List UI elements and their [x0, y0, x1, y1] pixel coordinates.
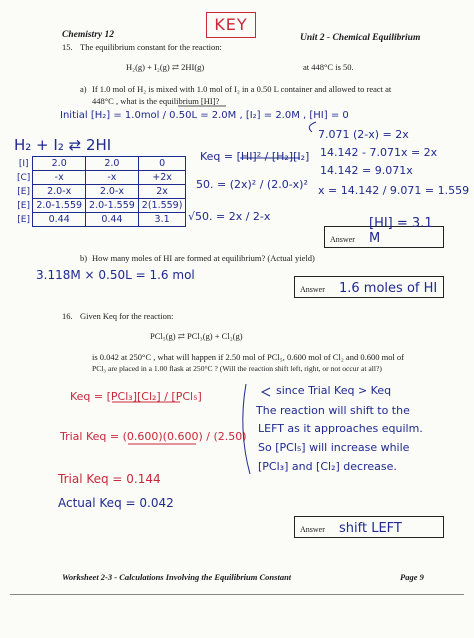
footer-worksheet: Worksheet 2-3 - Calculations Involving the Equilibrium Constant	[62, 572, 292, 582]
ice-cell-i2: 0.44	[86, 213, 139, 227]
footer-rule	[10, 594, 464, 595]
ice-cell-h2: 0.44	[33, 213, 86, 227]
q15b-label: b)	[80, 253, 88, 263]
q15a-keq-expression: Keq = [HI]² / [H₂][I₂]	[200, 150, 310, 163]
ice-row-label: [E]	[17, 200, 31, 211]
q15a-reaction-work: H₂ + I₂ ⇄ 2HI	[14, 136, 112, 154]
q16-trial-keq: Trial Keq = (0.600)(0.600) / (2.50)	[60, 430, 247, 443]
q16-actual-keq: Actual Keq = 0.042	[58, 496, 174, 510]
q15a-solve-2: 14.142 - 7.071x = 2x	[320, 146, 438, 159]
ice-row-label: [C]	[17, 172, 31, 183]
q16-answer-value: shift LEFT	[339, 521, 402, 536]
q15a-initial-work: Initial [H₂] = 1.0mol / 0.50L = 2.0M , [I₂] = 2.0M , [HI] = 0	[60, 110, 349, 121]
reason-bracket	[243, 384, 250, 474]
q15-conditions: at 448°C is 50.	[303, 62, 354, 72]
ice-cell-hi: 0	[138, 157, 186, 171]
q16-prompt: Given Keq for the reaction:	[80, 311, 174, 321]
key-label: KEY	[206, 12, 256, 38]
q15a-solve-3: 14.142 = 9.071x	[320, 164, 413, 177]
q15-reaction: H₂(g) + I₂(g) ⇄ 2HI(g)	[126, 62, 205, 72]
q16-reason-5: [PCl₃] and [Cl₂] decrease.	[258, 460, 397, 473]
q15a-solve-1: 7.071 (2-x) = 2x	[318, 128, 409, 141]
q15-number: 15.	[62, 42, 73, 52]
ice-cell-i2: -x	[86, 171, 139, 185]
q16-reason-3: LEFT as it approaches equilm.	[258, 422, 423, 435]
ice-cell-h2: -x	[33, 171, 86, 185]
q15b-answer-value: 1.6 moles of HI	[339, 281, 438, 296]
course-title: Chemistry 12	[62, 30, 114, 40]
q16-number: 16.	[62, 311, 73, 321]
ice-cell-hi: 2x	[138, 185, 186, 199]
ice-cell-i2: 2.0-1.559	[86, 199, 139, 213]
q16-reason-1: since Trial Keq > Keq	[276, 384, 392, 397]
unit-title: Unit 2 - Chemical Equilibrium	[300, 33, 421, 43]
ice-cell-h2: 2.0-1.559	[33, 199, 86, 213]
q16-reaction: PCl₅(g) ⇄ PCl₃(g) + Cl₂(g)	[150, 331, 243, 341]
ice-cell-hi: 3.1	[138, 213, 186, 227]
ice-cell-h2: 2.0	[33, 157, 86, 171]
q15a-label: a)	[80, 84, 87, 94]
reason-arrow	[262, 388, 270, 396]
q16-text-2: PCl₃ are placed in a 1.00 flask at 250°C ? (Will the reaction shift left, right, or not occur at all?)	[92, 364, 382, 373]
q15a-text-2: 448°C , what is the equilibrium [HI]?	[92, 96, 220, 106]
arrow-mark	[309, 122, 316, 132]
footer-page: Page 9	[400, 572, 424, 582]
ice-row-label: [E]	[17, 214, 31, 225]
q15a-answer-value: [HI] = 3.1 M	[369, 216, 433, 246]
q15a-solve-4: x = 14.142 / 9.071 = 1.559	[318, 184, 470, 197]
ice-cell-hi: +2x	[138, 171, 186, 185]
ice-cell-i2: 2.0-x	[86, 185, 139, 199]
q15b-work: 3.118M × 0.50L = 1.6 mol	[36, 268, 195, 282]
q16-keq-expression: Keq = [PCl₃][Cl₂] / [PCl₅]	[70, 390, 202, 403]
q15-prompt: The equilibrium constant for the reaction:	[80, 42, 222, 52]
ice-row-label: [I]	[18, 158, 29, 169]
q16-answer-label: Answer	[300, 525, 325, 534]
ice-cell-h2: 2.0-x	[33, 185, 86, 199]
q15b-answer-label: Answer	[300, 285, 325, 294]
ice-cell-hi: 2(1.559)	[138, 199, 186, 213]
q15a-substitution: 50. = (2x)² / (2.0-x)²	[196, 178, 308, 191]
q15a-answer-label: Answer	[330, 235, 355, 244]
ice-row-label: [E]	[17, 186, 31, 197]
q16-reason-4: So [PCl₅] will increase while	[258, 441, 410, 454]
q16-trial-keq-value: Trial Keq = 0.144	[58, 472, 161, 486]
q15a-square-root: √50. = 2x / 2-x	[188, 210, 271, 223]
ice-cell-i2: 2.0	[86, 157, 139, 171]
q16-reason-2: The reaction will shift to the	[256, 404, 410, 417]
q15b-text: How many moles of HI are formed at equilibrium? (Actual yield)	[92, 253, 315, 263]
q16-text-1: is 0.042 at 250°C , what will happen if 2.50 mol of PCl₅, 0.600 mol of Cl₂ and 0.600 mol of	[92, 352, 405, 362]
q15a-text-1: If 1.0 mol of H₂ is mixed with 1.0 mol of I₂ in a 0.50 L container and allowed to react at	[92, 84, 392, 94]
